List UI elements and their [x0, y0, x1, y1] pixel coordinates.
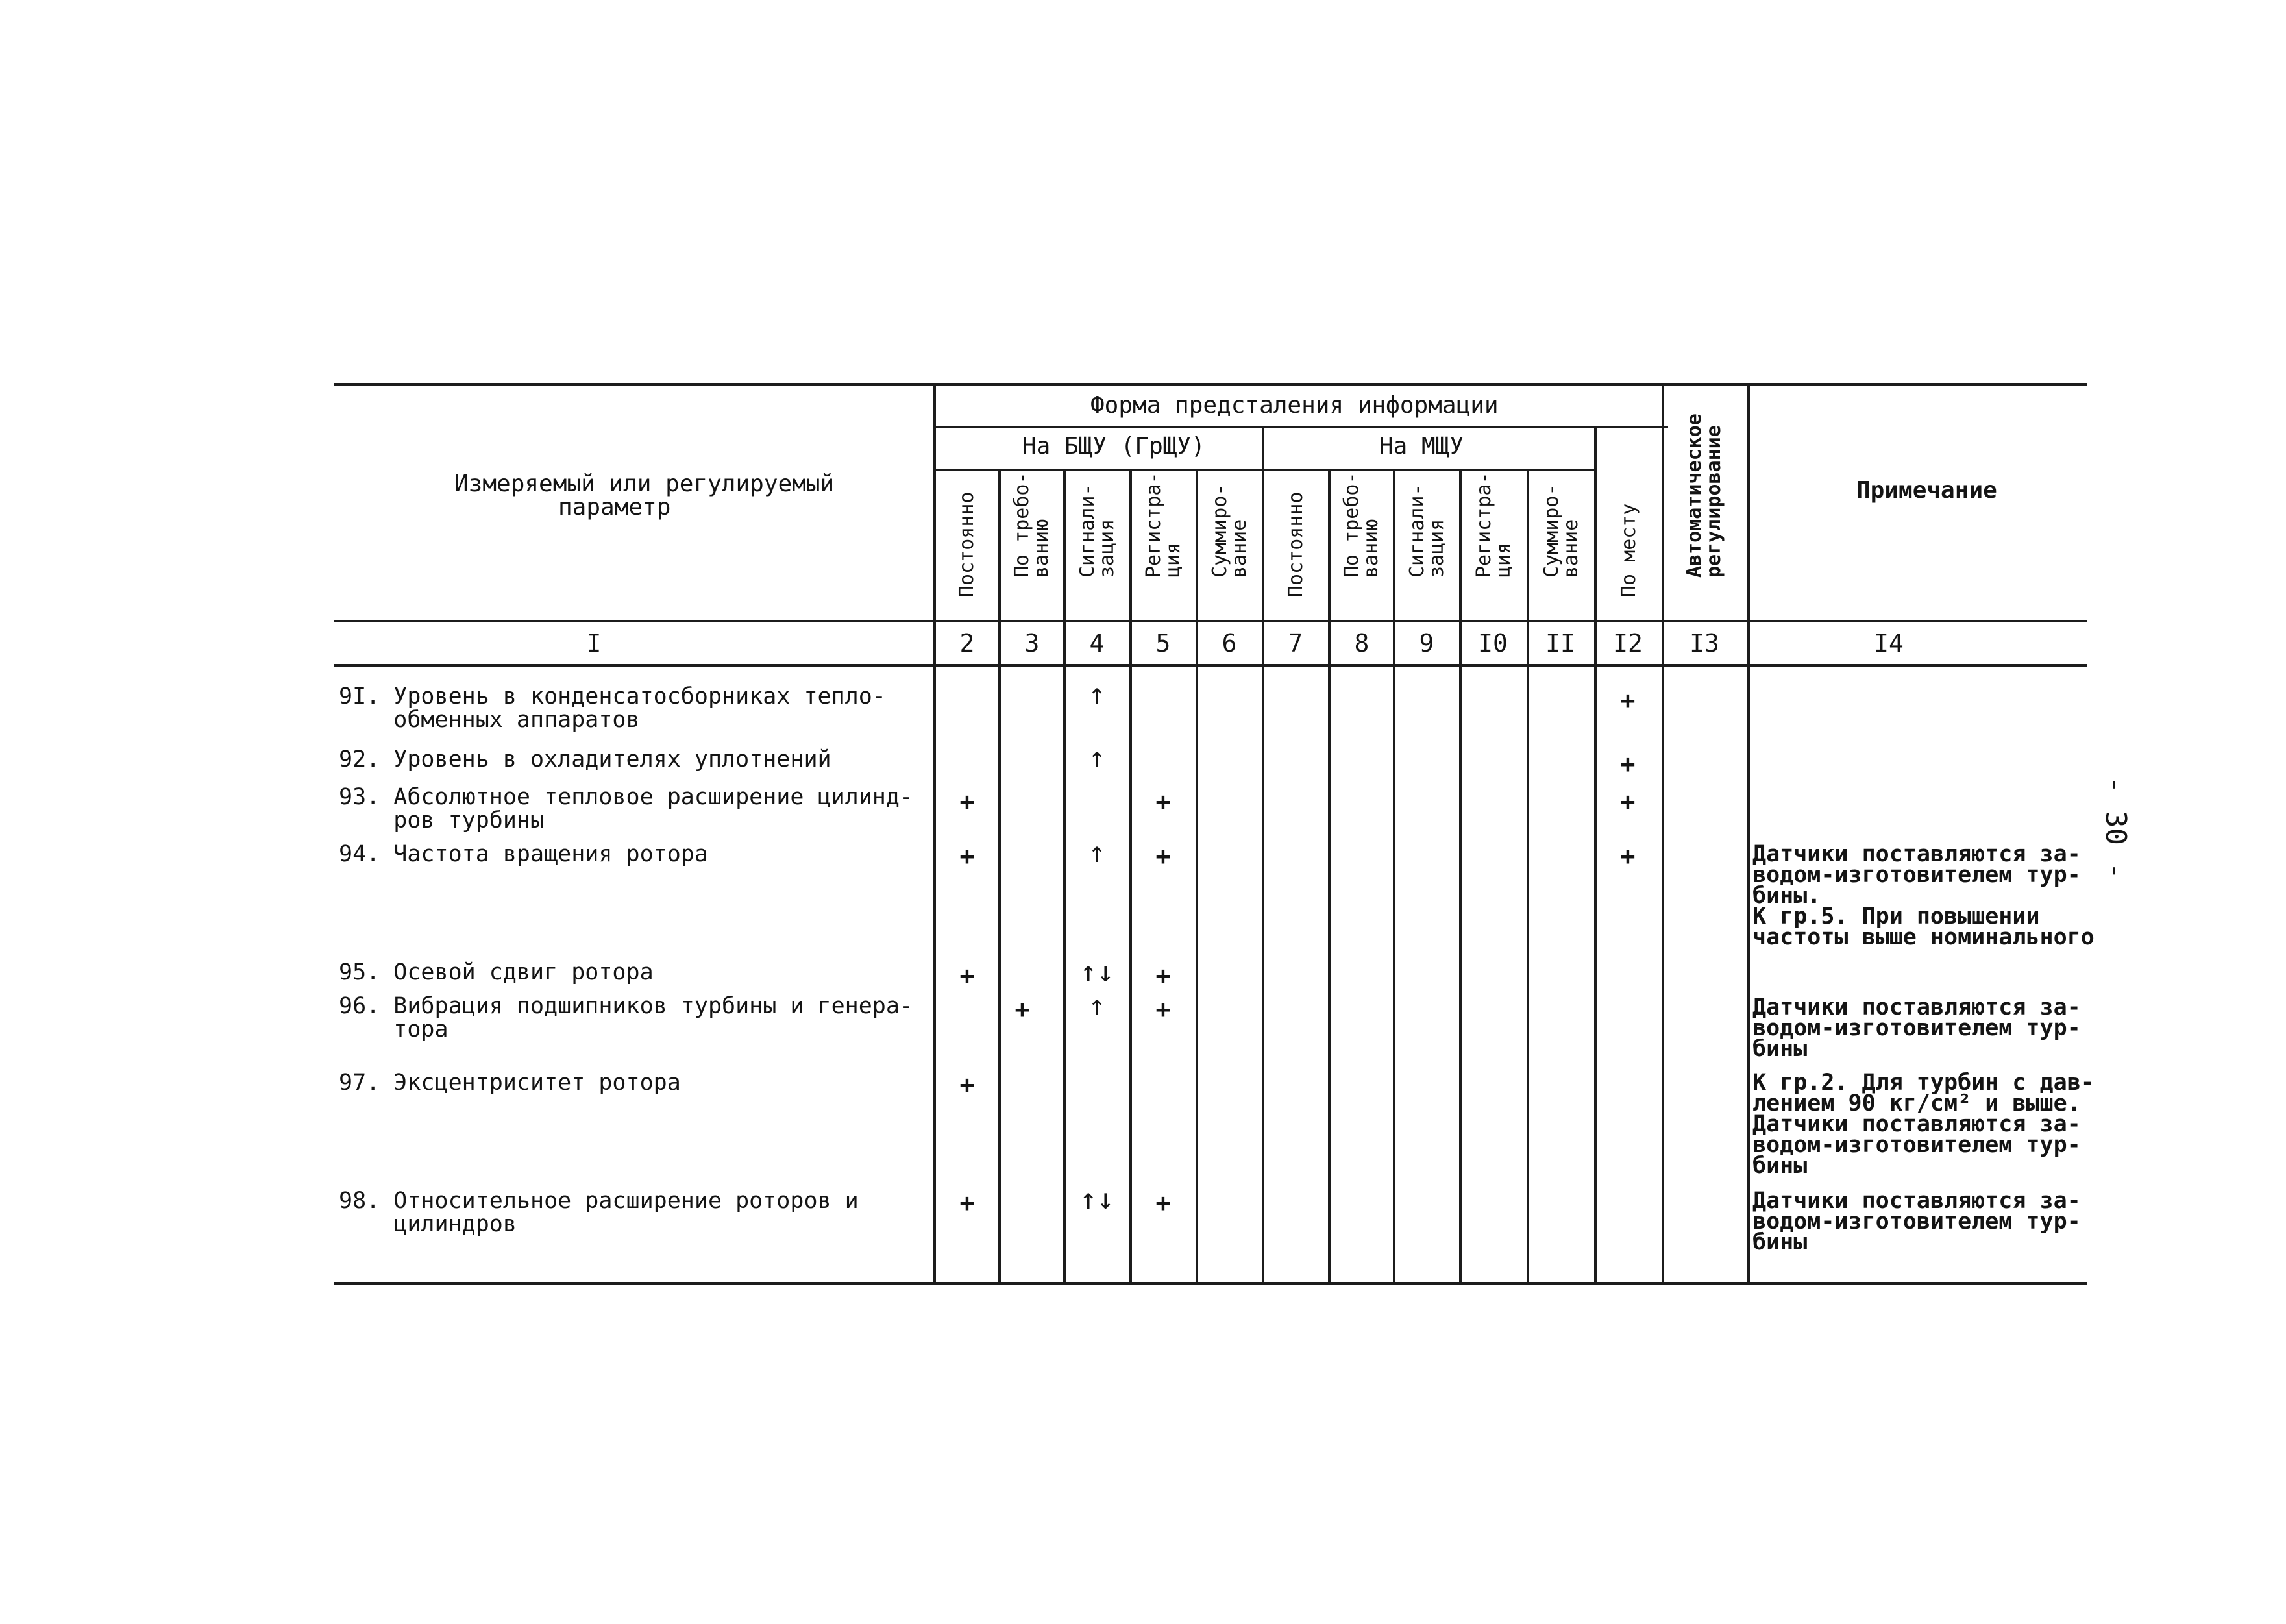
colnum-5: 5 [1155, 629, 1171, 658]
subheader-local: По месту [1617, 503, 1640, 597]
row-mark-c4: ↑ [1088, 741, 1106, 774]
table-row-param: 95. Осевой сдвиг ротора [339, 959, 654, 985]
row-mark-c2: + [959, 1070, 975, 1099]
colnum-1: I [586, 629, 602, 658]
subheader-bshu-registration: Регистра- ция [1142, 472, 1185, 578]
mshu-group-rule [1263, 469, 1597, 471]
row-mark-c4: ↑ [1088, 989, 1106, 1022]
row-mark-c4: ↑↓ [1079, 955, 1114, 989]
row-mark-c2: + [959, 842, 975, 870]
table-row-param: 93. Абсолютное тепловое расширение цилинд- ров турбины [339, 784, 914, 833]
colnum-bottom-rule [334, 664, 2087, 667]
table-bottom-rule [334, 1282, 2087, 1285]
colnum-3: 3 [1024, 629, 1040, 658]
colnum-6: 6 [1222, 629, 1237, 658]
table-row-param: 94. Частота вращения ротора [339, 841, 708, 867]
table-row-param: 92. Уровень в охладителях уплотнений [339, 746, 831, 772]
row-note: Датчики поставляются за- водом-изготовителем тур- бины [1752, 994, 2081, 1062]
group-bshu-header: На БЩУ (ГрЩУ) [1022, 433, 1205, 460]
row-mark-c2: + [959, 787, 975, 816]
row-mark-c5: + [1155, 995, 1171, 1024]
row-mark-c4: ↑ [1088, 678, 1106, 711]
subheader-bshu-constant: Постоянно [955, 491, 978, 597]
row-mark-c4: ↑ [1088, 836, 1106, 869]
subheader-mshu-on-demand: По требо- ванию [1340, 472, 1383, 578]
colnum-4: 4 [1089, 629, 1105, 658]
col-divider [1747, 383, 1750, 1283]
row-mark-c12: + [1620, 686, 1636, 715]
param-header-line1: Измеряемый или регулируемый [454, 471, 835, 497]
colnum-12: I2 [1613, 629, 1643, 658]
table-row-param: 97. Эксцентриситет ротора [339, 1070, 681, 1096]
subheader-mshu-registration: Регистра- ция [1473, 472, 1515, 578]
row-mark-c2: + [959, 1188, 975, 1217]
subheader-bshu-on-demand: По требо- ванию [1011, 472, 1053, 578]
table-row-param: 96. Вибрация подшипников турбины и генера- тора [339, 993, 914, 1042]
param-header-line2: параметр [558, 494, 671, 521]
row-mark-c5: + [1155, 961, 1171, 990]
row-mark-c5: + [1155, 842, 1171, 870]
row-mark-c2: + [959, 961, 975, 990]
colnum-8: 8 [1354, 629, 1370, 658]
subheader-mshu-summation: Суммиро- вание [1540, 484, 1582, 578]
row-mark-c5: + [1155, 1188, 1171, 1217]
row-note: Датчики поставляются за- водом-изготовителем тур- бины. К гр.5. При повышении частоты выше номинального [1752, 841, 2095, 950]
group-mshu-header: На МЩУ [1379, 433, 1464, 460]
row-note: К гр.2. Для турбин с дав- лением 90 кг/см² и выше. Датчики поставляются за- водом-изготовителем тур- бины [1752, 1070, 2095, 1179]
table-row-param: 9I. Уровень в конденсатосборниках тепло- обменных аппаратов [339, 683, 886, 733]
row-mark-c3: + [1014, 995, 1030, 1024]
colnum-13: I3 [1690, 629, 1719, 658]
colnum-11: II [1545, 629, 1575, 658]
form-header-rule [935, 426, 1668, 428]
row-mark-c12: + [1620, 842, 1636, 870]
subheader-auto-regulation: Автоматическое регулирование [1683, 413, 1725, 578]
note-header: Примечание [1856, 477, 1997, 504]
table-row-param: 98. Относительное расширение роторов и цилиндров [339, 1188, 859, 1237]
header-bottom-rule [334, 620, 2087, 622]
subheader-mshu-constant: Постоянно [1284, 491, 1307, 597]
colnum-9: 9 [1419, 629, 1434, 658]
row-mark-c12: + [1620, 750, 1636, 778]
form-header: Форма предсталения информации [1090, 392, 1499, 419]
subheader-bshu-signaling: Сигнали- зация [1076, 484, 1118, 578]
colnum-14: I4 [1874, 629, 1904, 658]
page-number: - 30 - [2098, 776, 2132, 880]
bshu-group-rule [935, 469, 1263, 471]
row-mark-c12: + [1620, 787, 1636, 816]
subheader-bshu-summation: Суммиро- вание [1209, 484, 1251, 578]
subheader-mshu-signaling: Сигнали- зация [1406, 484, 1448, 578]
row-note: Датчики поставляются за- водом-изготовителем тур- бины [1752, 1188, 2081, 1255]
colnum-10: I0 [1478, 629, 1508, 658]
row-mark-c4: ↑↓ [1079, 1183, 1114, 1216]
colnum-2: 2 [959, 629, 975, 658]
row-mark-c5: + [1155, 787, 1171, 816]
colnum-7: 7 [1288, 629, 1303, 658]
table-top-rule [334, 383, 2087, 386]
